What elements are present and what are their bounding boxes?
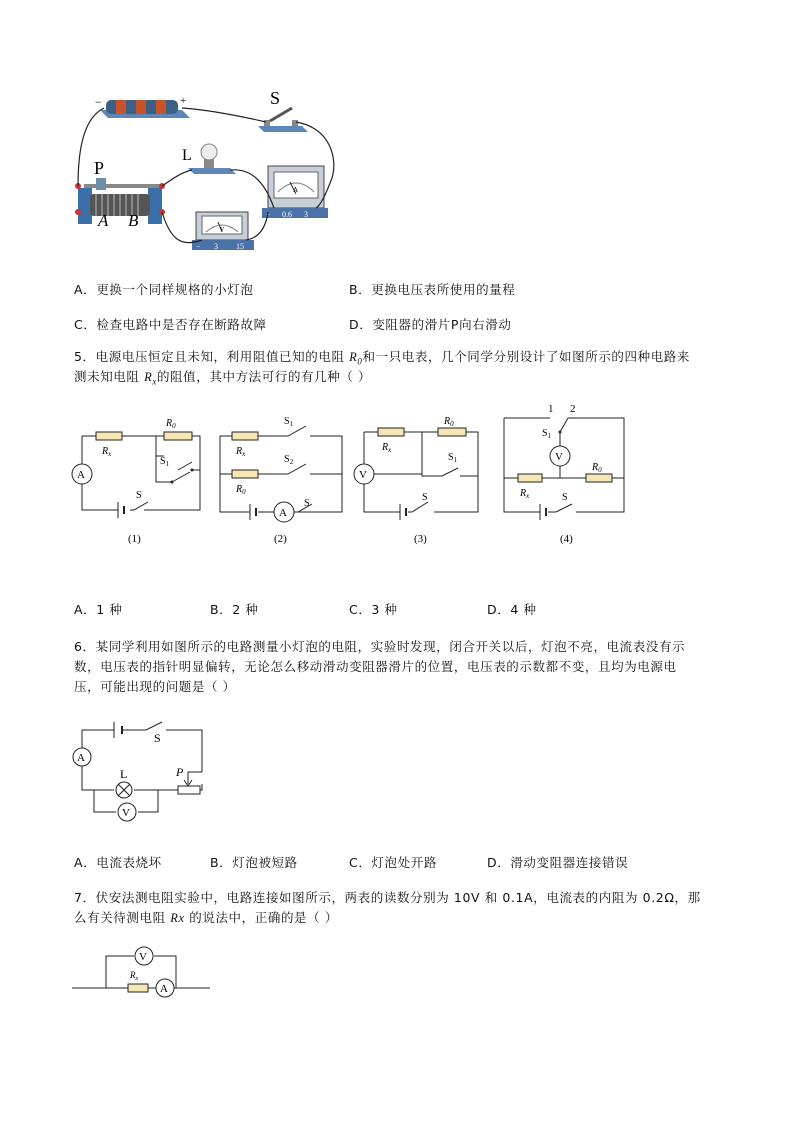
svg-text:R0: $R_0$	[592, 462, 602, 474]
svg-text:S2: $S_2$	[284, 454, 294, 466]
svg-text:V: V	[359, 469, 367, 481]
svg-text:A: A	[293, 186, 299, 194]
svg-text:0.6: 0.6	[282, 210, 292, 219]
lamp-L	[182, 144, 236, 174]
svg-text:Rx: $R_x$	[130, 970, 139, 982]
svg-text:A: A	[160, 983, 168, 995]
svg-text:S1: $S_1$	[284, 416, 294, 428]
q6-option-c[interactable]: C．灯泡处开路	[349, 855, 437, 870]
q7-stem-line1: 7．伏安法测电阻实验中，电路连接如图所示，两表的读数分别为 10V 和 0.1A，电流表的内阻为 0.2Ω，那	[74, 890, 701, 905]
q4-option-c[interactable]: C．检查电路中是否存在断路故障	[74, 317, 267, 332]
q5-option-c[interactable]: C．3 种	[349, 602, 398, 617]
q5-circuit-4	[494, 400, 634, 550]
svg-text:2: 2	[570, 403, 576, 415]
q5-option-b[interactable]: B．2 种	[210, 602, 259, 617]
caption-1: (1)	[128, 533, 141, 545]
svg-text:1: 1	[548, 403, 554, 415]
q6-option-d[interactable]: D．滑动变阻器连接错误	[487, 855, 629, 870]
q6-stem-line1: 6．某同学利用如图所示的电路测量小灯泡的电阻，实验时发现，闭合开关以后，灯泡不亮，电流表没有示	[74, 639, 686, 654]
svg-text:S: S	[136, 490, 142, 501]
q6-option-a[interactable]: A．电流表烧坏	[74, 855, 162, 870]
svg-text:L: L	[120, 767, 128, 781]
svg-text:A: A	[279, 507, 287, 519]
svg-text:Rx: $R_x$	[236, 446, 246, 458]
q5-circuit-3	[352, 412, 492, 550]
svg-text:S: S	[562, 492, 568, 503]
svg-text:−: −	[196, 242, 201, 251]
terminal-B-label: B	[128, 211, 139, 230]
switch-S	[258, 88, 308, 132]
q7-circuit-figure	[70, 944, 215, 1000]
svg-text:P: P	[176, 765, 184, 779]
q4-apparatus-figure	[70, 88, 350, 266]
q6-stem-line3: 压，可能出现的问题是（ ）	[74, 679, 236, 694]
svg-text:Rx: $R_x$	[102, 446, 112, 458]
q6-option-b[interactable]: B．灯泡被短路	[210, 855, 298, 870]
svg-text:R0: $R_0$	[166, 418, 176, 430]
q4-option-d[interactable]: D．变阻器的滑片P向右滑动	[349, 317, 512, 332]
q7-stem-line2: 么有关待测电阻 Rx 的说法中，正确的是（ ）	[74, 910, 338, 925]
svg-text:A: A	[77, 469, 85, 481]
svg-text:R0: $R_0$	[444, 416, 454, 428]
q5-circuit-1	[68, 412, 208, 550]
svg-text:−: −	[266, 210, 271, 219]
battery-pack	[95, 95, 190, 118]
q4-option-a[interactable]: A．更换一个同样规格的小灯泡	[74, 282, 254, 297]
ammeter	[262, 166, 328, 219]
switch-S-label: S	[270, 88, 281, 108]
svg-text:S: S	[304, 498, 310, 509]
slider-P-label: P	[94, 158, 105, 178]
q5-stem-line1: 5．电源电压恒定且未知，利用阻值已知的电阻 $R_0$和一只电表，几个同学分别设计了如图所示的四种电路来	[74, 349, 691, 367]
q5-option-d[interactable]: D．4 种	[487, 602, 537, 617]
caption-4: (4)	[560, 533, 573, 545]
svg-text:3: 3	[304, 210, 308, 219]
svg-text:V: V	[555, 451, 563, 463]
lamp-L-label: L	[182, 147, 192, 164]
q6-stem-line2: 数，电压表的指针明显偏转，无论怎么移动滑动变阻器滑片的位置，电压表的示数都不变，且均为电源电	[74, 659, 677, 674]
battery-minus-label: −	[95, 95, 102, 109]
svg-text:S: S	[422, 492, 428, 503]
q4-option-b[interactable]: B．更换电压表所使用的量程	[349, 282, 516, 297]
q5-stem-line2: 测未知电阻 $R_x$的阻值，其中方法可行的有几种（ ）	[74, 369, 372, 387]
svg-text:V: V	[122, 807, 130, 819]
q5-circuit-2	[212, 412, 352, 550]
q6-circuit-figure	[70, 712, 210, 832]
svg-text:15: 15	[236, 242, 244, 251]
terminal-A-label: A	[98, 211, 109, 230]
caption-3: (3)	[414, 533, 427, 545]
voltmeter	[192, 212, 254, 251]
q5-option-a[interactable]: A．1 种	[74, 602, 123, 617]
svg-text:A: A	[77, 752, 85, 764]
battery-plus-label: +	[180, 95, 187, 107]
svg-text:V: V	[220, 227, 225, 233]
svg-text:S1: $S_1$	[542, 428, 552, 440]
rheostat	[75, 158, 165, 230]
svg-text:Rx: $R_x$	[382, 442, 392, 454]
svg-text:3: 3	[214, 242, 218, 251]
svg-text:S: S	[154, 731, 161, 745]
svg-text:S1: $S_1$	[160, 456, 170, 468]
svg-text:S1: $S_1$	[448, 452, 458, 464]
svg-text:V: V	[139, 951, 147, 963]
svg-text:Rx: $R_x$	[520, 488, 530, 500]
caption-2: (2)	[274, 533, 287, 545]
svg-text:R0: $R_0$	[236, 484, 246, 496]
